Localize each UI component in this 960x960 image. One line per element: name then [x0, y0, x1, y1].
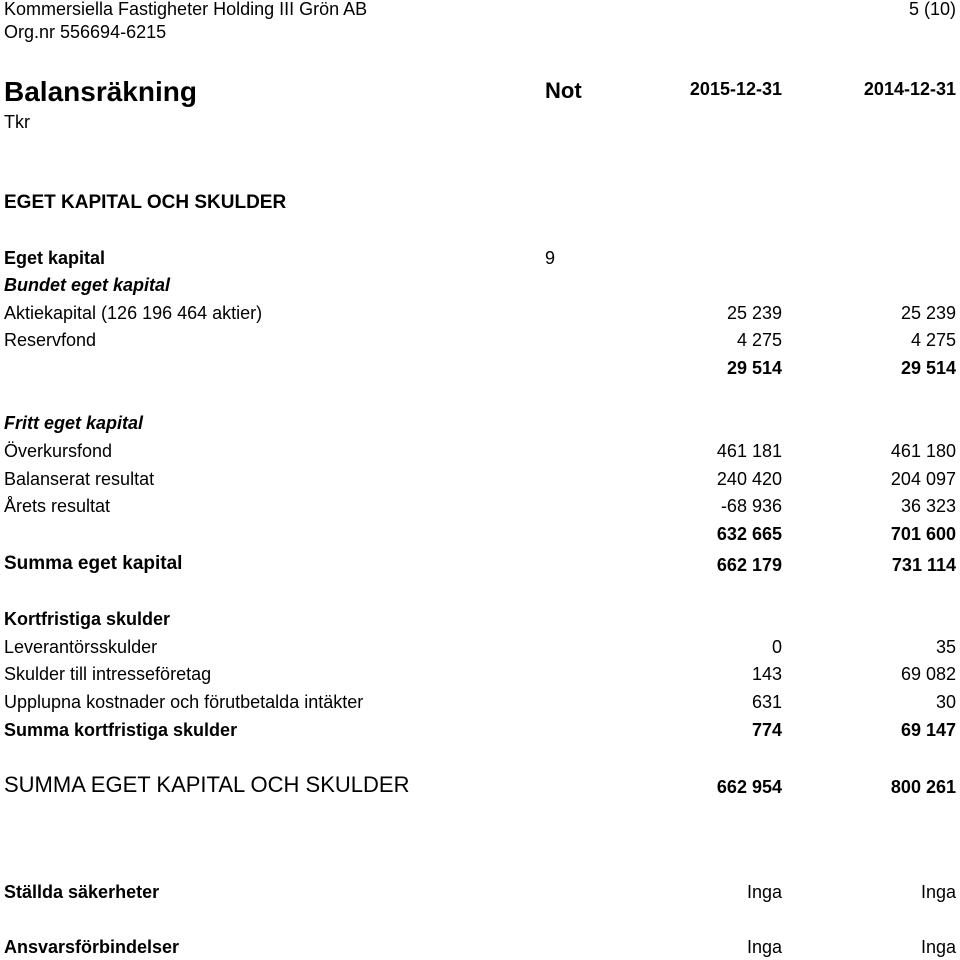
page-number: 5 (10) [908, 0, 956, 19]
row-label: Reservfond [4, 330, 97, 350]
row-label: SUMMA EGET KAPITAL OCH SKULDER [4, 772, 410, 797]
value-2015: 0 [771, 637, 782, 657]
row-label: Leverantörsskulder [4, 637, 158, 657]
value-2014: 25 239 [900, 303, 956, 323]
row-label: Balanserat resultat [4, 469, 155, 489]
value-2014: 4 275 [910, 330, 956, 350]
column-header-not: Not [545, 78, 582, 103]
value-2015: 143 [751, 664, 782, 684]
row-label: Upplupna kostnader och förutbetalda intäkter [4, 692, 364, 712]
row-label: Summa kortfristiga skulder [4, 720, 238, 740]
org-number: Org.nr 556694-6215 [4, 22, 167, 42]
column-header-2014: 2014-12-31 [863, 79, 956, 99]
row-label: Summa eget kapital [4, 553, 183, 574]
section-heading: EGET KAPITAL OCH SKULDER [4, 192, 287, 213]
row-label: Överkursfond [4, 441, 113, 461]
value-2015: 461 181 [716, 441, 782, 461]
value-2015: 632 665 [716, 524, 782, 544]
value-2014: 29 514 [900, 358, 956, 378]
value-2015: Inga [746, 937, 782, 957]
value-2014: 69 147 [900, 720, 956, 740]
value-2014: 204 097 [890, 469, 956, 489]
value-2015: Inga [746, 882, 782, 902]
row-label: Aktiekapital (126 196 464 aktier) [4, 303, 263, 323]
column-header-2015: 2015-12-31 [689, 79, 782, 99]
value-2015: 4 275 [736, 330, 782, 350]
row-label: Skulder till intresseföretag [4, 664, 212, 684]
eget-kapital-heading: Eget kapital [4, 248, 106, 268]
value-2014: 461 180 [890, 441, 956, 461]
value-2014: 731 114 [891, 555, 956, 575]
value-2014: 69 082 [900, 664, 956, 684]
row-label: Ansvarsförbindelser [4, 937, 180, 957]
value-2014: 35 [935, 637, 956, 657]
value-2014: 36 323 [900, 496, 956, 516]
value-2014: Inga [920, 937, 956, 957]
kortfristiga-heading: Kortfristiga skulder [4, 609, 171, 629]
value-2015: 774 [751, 720, 782, 740]
value-2014: 30 [935, 692, 956, 712]
value-2014: 701 600 [890, 524, 956, 544]
value-2015: 25 239 [726, 303, 782, 323]
unit-label: Tkr [4, 112, 30, 132]
value-2014: Inga [920, 882, 956, 902]
fritt-heading: Fritt eget kapital [4, 413, 144, 433]
row-label: Ställda säkerheter [4, 882, 160, 902]
value-2014: 800 261 [890, 777, 956, 797]
row-label: Årets resultat [4, 496, 111, 516]
page-title: Balansräkning [4, 76, 197, 107]
company-name: Kommersiella Fastigheter Holding III Grön AB [4, 0, 368, 19]
value-2015: 240 420 [716, 469, 782, 489]
value-2015: -68 936 [720, 496, 782, 516]
value-2015: 662 954 [716, 777, 782, 797]
value-2015: 662 179 [716, 555, 782, 575]
value-2015: 631 [751, 692, 782, 712]
value-2015: 29 514 [726, 358, 782, 378]
bundet-heading: Bundet eget kapital [4, 275, 171, 295]
note-reference: 9 [545, 248, 556, 268]
